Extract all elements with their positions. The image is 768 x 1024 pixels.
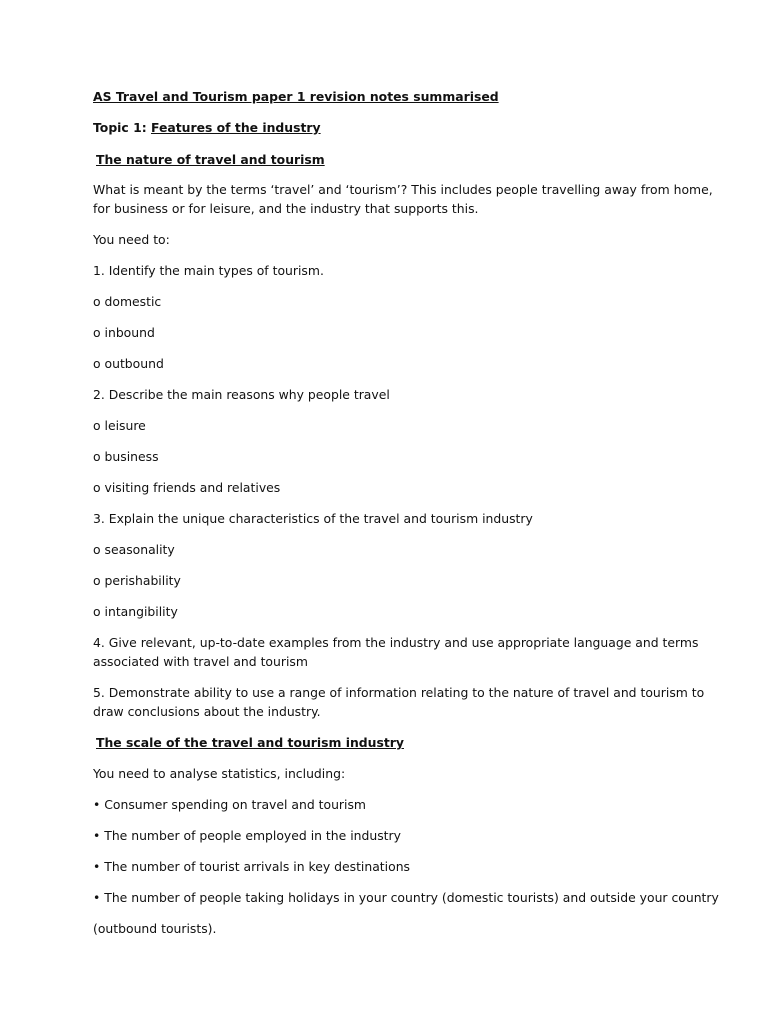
point-2-item-business: o business: [93, 449, 159, 464]
point-2: 2. Describe the main reasons why people travel: [93, 387, 390, 402]
document-title: AS Travel and Tourism paper 1 revision notes summarised: [93, 89, 499, 104]
point-4-line-2: associated with travel and tourism: [93, 654, 308, 669]
point-2-item-leisure: o leisure: [93, 418, 146, 433]
bullet-employment: • The number of people employed in the industry: [93, 828, 401, 843]
topic-label: Topic 1:: [93, 120, 147, 135]
intro-line-2: for business or for leisure, and the industry that supports this.: [93, 201, 479, 216]
point-1-item-outbound: o outbound: [93, 356, 164, 371]
point-1-item-inbound: o inbound: [93, 325, 155, 340]
you-need-to-label: You need to:: [93, 232, 170, 247]
section-heading-nature: The nature of travel and tourism: [96, 152, 325, 167]
section-heading-scale: The scale of the travel and tourism industry: [96, 735, 404, 750]
point-2-item-vfr: o visiting friends and relatives: [93, 480, 281, 495]
point-1-item-domestic: o domestic: [93, 294, 162, 309]
bullet-holidays: • The number of people taking holidays in your country (domestic tourists) and outside your country: [93, 890, 719, 905]
bullet-holidays-continued: (outbound tourists).: [93, 921, 217, 936]
intro-line-1: What is meant by the terms ‘travel’ and ‘tourism’? This includes people travelling away from home,: [93, 182, 713, 197]
point-1: 1. Identify the main types of tourism.: [93, 263, 324, 278]
point-5-line-2: draw conclusions about the industry.: [93, 704, 321, 719]
bullet-arrivals: • The number of tourist arrivals in key destinations: [93, 859, 411, 874]
topic-heading: [93, 120, 321, 135]
point-5-line-1: 5. Demonstrate ability to use a range of information relating to the nature of travel and tourism to: [93, 685, 705, 700]
point-4-line-1: 4. Give relevant, up-to-date examples from the industry and use appropriate language and terms: [93, 635, 699, 650]
topic-name: Features of the industry: [151, 120, 321, 135]
analyse-intro: You need to analyse statistics, including:: [93, 766, 346, 781]
point-3-item-intangibility: o intangibility: [93, 604, 178, 619]
bullet-consumer-spending: • Consumer spending on travel and tourism: [93, 797, 366, 812]
point-3: 3. Explain the unique characteristics of the travel and tourism industry: [93, 511, 533, 526]
point-3-item-seasonality: o seasonality: [93, 542, 175, 557]
point-3-item-perishability: o perishability: [93, 573, 181, 588]
